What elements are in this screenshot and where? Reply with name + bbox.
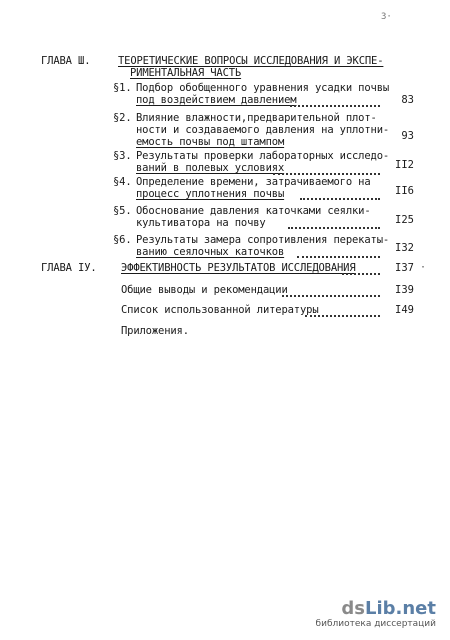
dslib-subtitle: библиотека диссертаций: [315, 619, 436, 629]
conclusions-leader-dots: [282, 295, 380, 297]
conclusions-entry: Общие выводы и рекомендации: [121, 284, 288, 296]
section-1-page: 83: [401, 94, 414, 106]
section-1-leader-dots: [290, 105, 380, 107]
section-3-line2: ваний в полевых условиях: [136, 162, 285, 174]
section-6-line1: Результаты замера сопротивления перекаты-: [136, 234, 390, 246]
section-2-line1: Влияние влажности,предварительной плот-: [136, 112, 377, 124]
section-3-number: §3.: [113, 150, 132, 162]
section-2-line3: емость почвы под штампом: [136, 136, 285, 148]
section-2-page: 93: [401, 130, 414, 142]
chapter-4-leader-dots: [342, 273, 380, 275]
section-4-leader-dots: [300, 198, 380, 200]
section-5-leader-dots: [288, 227, 380, 229]
section-5-page: I25: [395, 214, 414, 226]
section-1-line1: Подбор обобщенного уравнения усадки почвы: [136, 82, 390, 94]
section-3-leader-dots: [273, 173, 380, 175]
dslib-watermark: [316, 599, 436, 630]
section-4-page: II6: [395, 185, 414, 197]
section-3-line1: Результаты проверки лабораторных исследо-: [136, 150, 390, 162]
section-6-page: I32: [395, 242, 414, 254]
section-6-leader-dots: [297, 256, 380, 258]
section-4-line2: процесс уплотнения почвы: [136, 188, 285, 200]
section-1-number: §1.: [113, 82, 132, 94]
section-6-number: §6.: [113, 234, 132, 246]
chapter-4-title: ЭФФЕКТИВНОСТЬ РЕЗУЛЬТАТОВ ИССЛЕДОВАНИЯ: [121, 262, 356, 274]
references-leader-dots: [305, 315, 380, 317]
chapter-3-label: ГЛАВА Ш.: [41, 55, 91, 67]
section-5-line1: Обоснование давления каточками сеялки-: [136, 205, 371, 217]
section-4-number: §4.: [113, 176, 132, 188]
chapter-4-page: I37: [395, 262, 414, 274]
section-2-number: §2.: [113, 112, 132, 124]
appendices-entry: Приложения.: [121, 325, 189, 337]
chapter-3-title-line1: ТЕОРЕТИЧЕСКИЕ ВОПРОСЫ ИССЛЕДОВАНИЯ И ЭКСПЕ-: [118, 55, 384, 67]
conclusions-page: I39: [395, 284, 414, 296]
section-6-line2: ванию сеялочных каточков: [136, 246, 285, 258]
section-3-page: II2: [395, 159, 414, 171]
chapter-3-title-line2: РИМЕНТАЛЬНАЯ ЧАСТЬ: [130, 67, 242, 79]
section-5-line2: культиватора на почву: [136, 217, 266, 229]
section-2-line2: ности и создаваемого давления на уплотни-: [136, 124, 390, 136]
references-entry: Список использованной литературы: [121, 304, 319, 316]
references-page: I49: [395, 304, 414, 316]
page-corner-mark: 3·: [381, 12, 392, 22]
dslib-logo: dsLib.net: [341, 598, 436, 619]
section-1-line2: под воздействием давлением: [136, 94, 297, 106]
section-5-number: §5.: [113, 205, 132, 217]
section-4-line1: Определение времени, затрачиваемого на: [136, 176, 371, 188]
chapter-4-label: ГЛАВА IУ.: [41, 262, 97, 274]
margin-speck: ·: [420, 262, 427, 273]
